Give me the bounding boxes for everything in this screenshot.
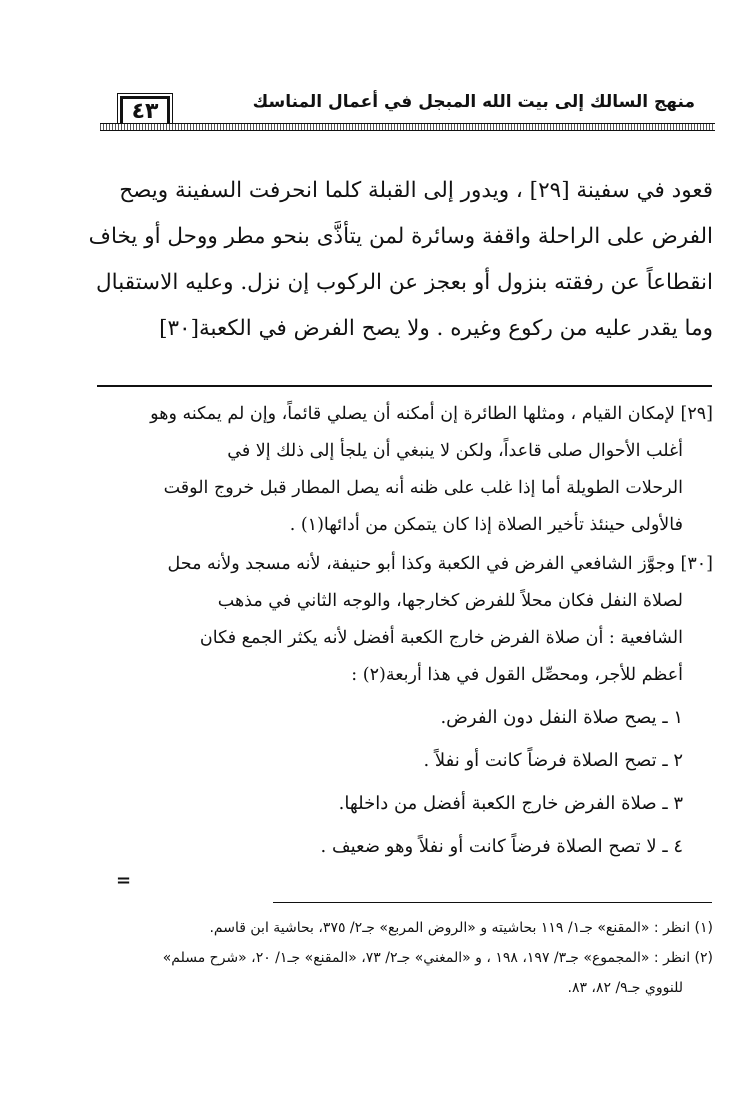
- reference-2-cont: للنووي جـ٩/ ٨٢، ٨٣.: [567, 980, 683, 996]
- list-item: ٢ ـ تصح الصلاة فرضاً كانت أو نفلاً .: [423, 750, 683, 771]
- note-30-line: لصلاة النفل فكان محلاً للفرض كخارجها، والوجه الثاني في مذهب: [217, 591, 683, 611]
- main-line-2: الفرض على الراحلة واقفة وسائرة لمن يتأذَّى بنحو مطر ووحل أو يخاف: [88, 224, 713, 249]
- note-30-line: [٣٠] وجوَّز الشافعي الفرض في الكعبة وكذا أبو حنيفة، لأنه مسجد ولأنه محل: [167, 554, 713, 574]
- note-30: [95, 546, 713, 694]
- list-item: ١ ـ يصح صلاة النفل دون الفرض.: [440, 707, 683, 728]
- page-number-text: ٤٣: [131, 98, 159, 124]
- commentary-notes: [95, 396, 713, 868]
- reference-1: (١) انظر : «المقنع» جـ١/ ١١٩ بحاشيته و «الروض المربع» جـ٢/ ٣٧٥، بحاشية ابن قاسم.: [209, 920, 713, 936]
- note-29: [95, 396, 713, 544]
- opinions-list: [95, 696, 713, 868]
- note-29-line: أغلب الأحوال صلى قاعداً، ولكن لا ينبغي أن يلجأ إلى ذلك إلا في: [227, 441, 683, 461]
- reference-divider: [273, 902, 712, 903]
- page-number: [120, 96, 170, 126]
- main-line-4: وما يقدر عليه من ركوع وغيره . ولا يصح الفرض في الكعبة[٣٠]: [159, 316, 713, 341]
- list-item: ٤ ـ لا تصح الصلاة فرضاً كانت أو نفلاً وهو ضعيف .: [320, 836, 683, 857]
- note-30-line: الشافعية : أن صلاة الفرض خارج الكعبة أفضل لأنه يكثر الجمع فكان: [199, 628, 683, 648]
- note-29-line: [٢٩] لإمكان القيام ، ومثلها الطائرة إن أمكنه أن يصلي قائماً، وإن لم يمكنه وهو: [150, 404, 713, 424]
- main-divider: [97, 385, 712, 387]
- note-30-line: أعظم للأجر، ومحصِّل القول في هذا أربعة(٢) :: [351, 665, 683, 685]
- note-29-line: الرحلات الطويلة أما إذا غلب على ظنه أنه يصل المطار قبل خروج الوقت: [163, 478, 683, 498]
- main-line-1: قعود في سفينة [٢٩] ، ويدور إلى القبلة كلما انحرفت السفينة ويصح: [119, 178, 713, 203]
- reference-footnotes: [95, 913, 713, 1003]
- reference-2: (٢) انظر : «المجموع» جـ٣/ ١٩٧، ١٩٨ ، و «المغني» جـ٢/ ٧٣، «المقنع» جـ١/ ٢٠، «شرح مسلم»: [162, 950, 713, 966]
- header-rule: [100, 123, 715, 131]
- running-title: منهج السالك إلى بيت الله المبجل في أعمال المناسك: [252, 92, 695, 112]
- main-line-3: انقطاعاً عن رفقته بنزول أو بعجز عن الركوب إن نزل. وعليه الاستقبال: [96, 270, 713, 295]
- note-29-line: فالأولى حينئذ تأخير الصلاة إذا كان يتمكن من أدائها(١) .: [289, 515, 683, 535]
- list-item: ٣ ـ صلاة الفرض خارج الكعبة أفضل من داخلها.: [338, 793, 683, 814]
- continuation-mark: =: [116, 870, 132, 891]
- main-text: [88, 168, 713, 352]
